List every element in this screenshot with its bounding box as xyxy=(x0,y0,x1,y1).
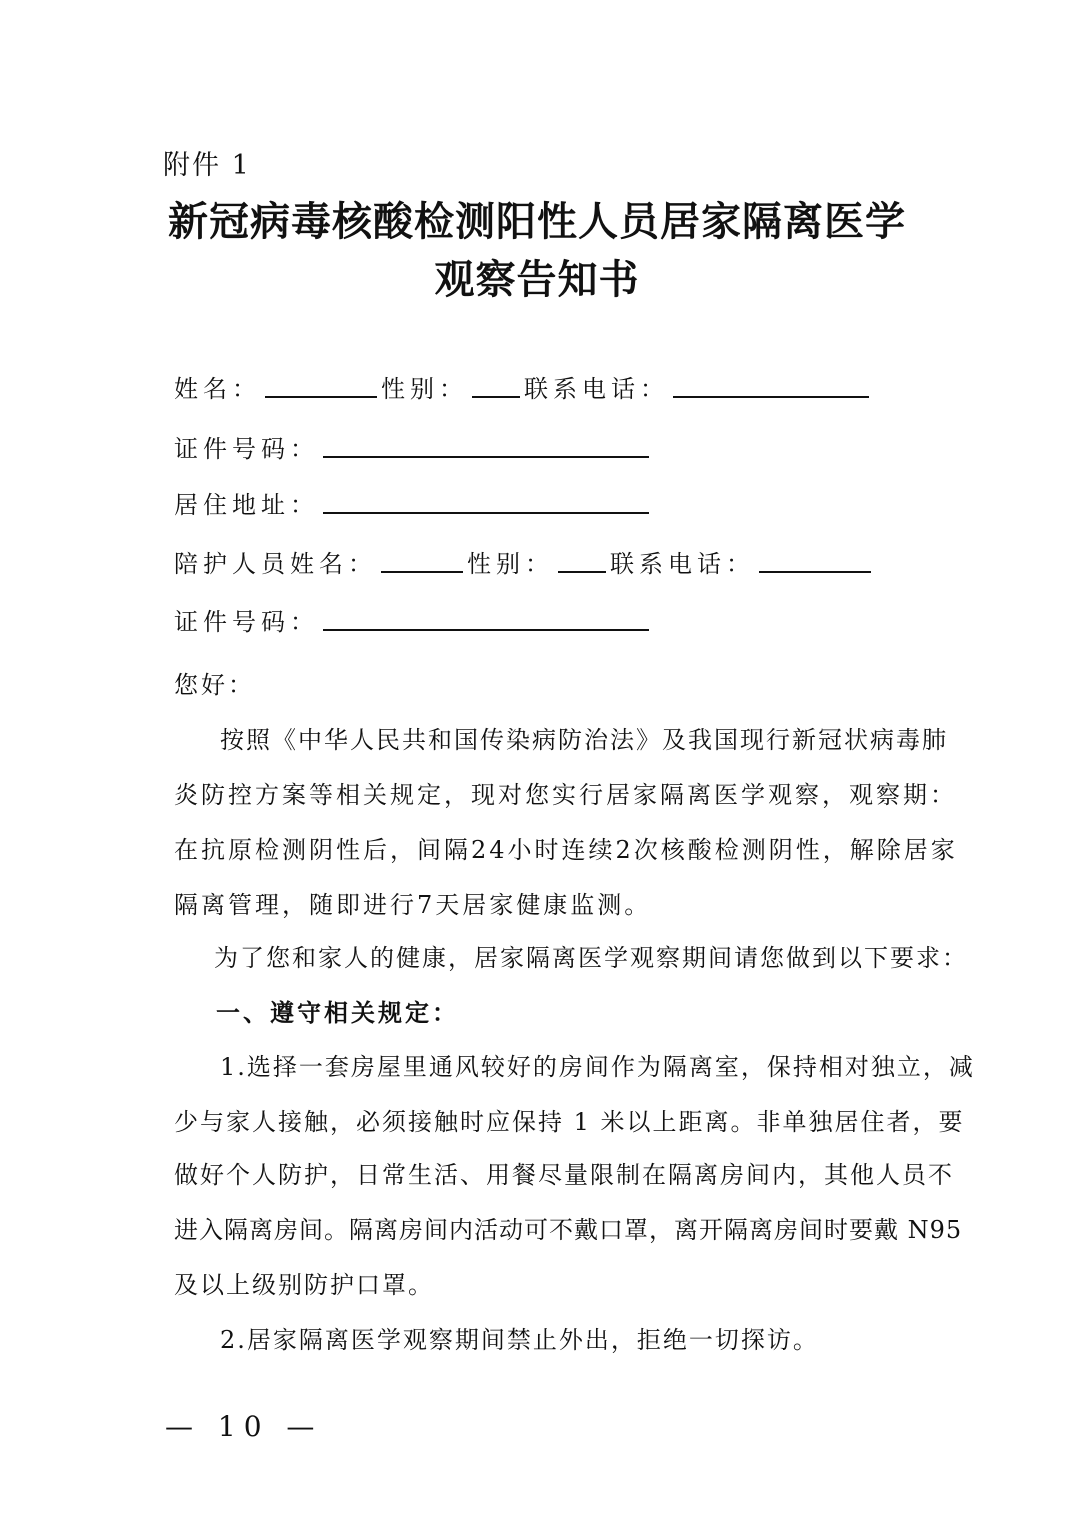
item-1-line-2: 少与家人接触，必须接触时应保持 1 米以上距离。非单独居住者，要 xyxy=(174,1108,965,1136)
form-row-address xyxy=(174,486,653,520)
item-2: 2.居家隔离医学观察期间禁止外出，拒绝一切探访。 xyxy=(220,1326,819,1354)
item-1-line-3: 做好个人防护，日常生活、用餐尽量限制在隔离房间内，其他人员不 xyxy=(174,1161,954,1189)
gender-label: 性别： xyxy=(381,375,468,403)
paragraph-1-line-3: 在抗原检测阴性后，间隔24小时连续2次核酸检测阴性，解除居家 xyxy=(174,836,958,864)
companion-id-label: 证件号码： xyxy=(174,608,319,636)
document-title-line-1: 新冠病毒核酸检测阳性人员居家隔离医学 xyxy=(168,198,906,245)
phone-label: 联系电话： xyxy=(524,375,669,403)
item-1-line-5: 及以上级别防护口罩。 xyxy=(174,1271,434,1299)
companion-name-label: 陪护人员姓名： xyxy=(174,550,377,578)
paragraph-2: 为了您和家人的健康，居家隔离医学观察期间请您做到以下要求： xyxy=(214,944,968,972)
address-label: 居住地址： xyxy=(174,491,319,519)
companion-phone-field[interactable] xyxy=(759,547,871,573)
greeting: 您好： xyxy=(174,671,255,699)
companion-phone-label: 联系电话： xyxy=(610,550,755,578)
item-1-line-1: 1.选择一套房屋里通风较好的房间作为隔离室，保持相对独立，减 xyxy=(220,1053,975,1081)
page-number: — 10 — xyxy=(165,1410,323,1443)
name-field[interactable] xyxy=(265,372,377,398)
gender-field[interactable] xyxy=(472,372,520,398)
address-field[interactable] xyxy=(323,488,649,514)
item-1-line-4: 进入隔离房间。隔离房间内活动可不戴口罩，离开隔离房间时要戴 N95 xyxy=(174,1216,963,1244)
companion-gender-label: 性别： xyxy=(467,550,554,578)
id-label: 证件号码： xyxy=(174,435,319,463)
phone-field[interactable] xyxy=(673,372,869,398)
section-1-heading: 一、遵守相关规定： xyxy=(216,999,459,1027)
id-field[interactable] xyxy=(323,432,649,458)
document-title-line-2: 观察告知书 xyxy=(434,256,640,303)
name-label: 姓名： xyxy=(174,375,261,403)
companion-name-field[interactable] xyxy=(381,547,463,573)
companion-gender-field[interactable] xyxy=(558,547,606,573)
paragraph-1-line-4: 隔离管理，随即进行7天居家健康监测。 xyxy=(174,891,652,919)
paragraph-1-line-1: 按照《中华人民共和国传染病防治法》及我国现行新冠状病毒肺 xyxy=(220,726,948,754)
paragraph-1-line-2: 炎防控方案等相关规定，现对您实行居家隔离医学观察，观察期： xyxy=(174,781,957,809)
companion-id-field[interactable] xyxy=(323,605,649,631)
form-row-personal xyxy=(174,370,873,404)
form-row-companion-id xyxy=(174,603,653,637)
form-row-companion xyxy=(174,545,875,579)
attachment-label: 附件 1 xyxy=(163,150,251,181)
form-row-id xyxy=(174,430,653,464)
